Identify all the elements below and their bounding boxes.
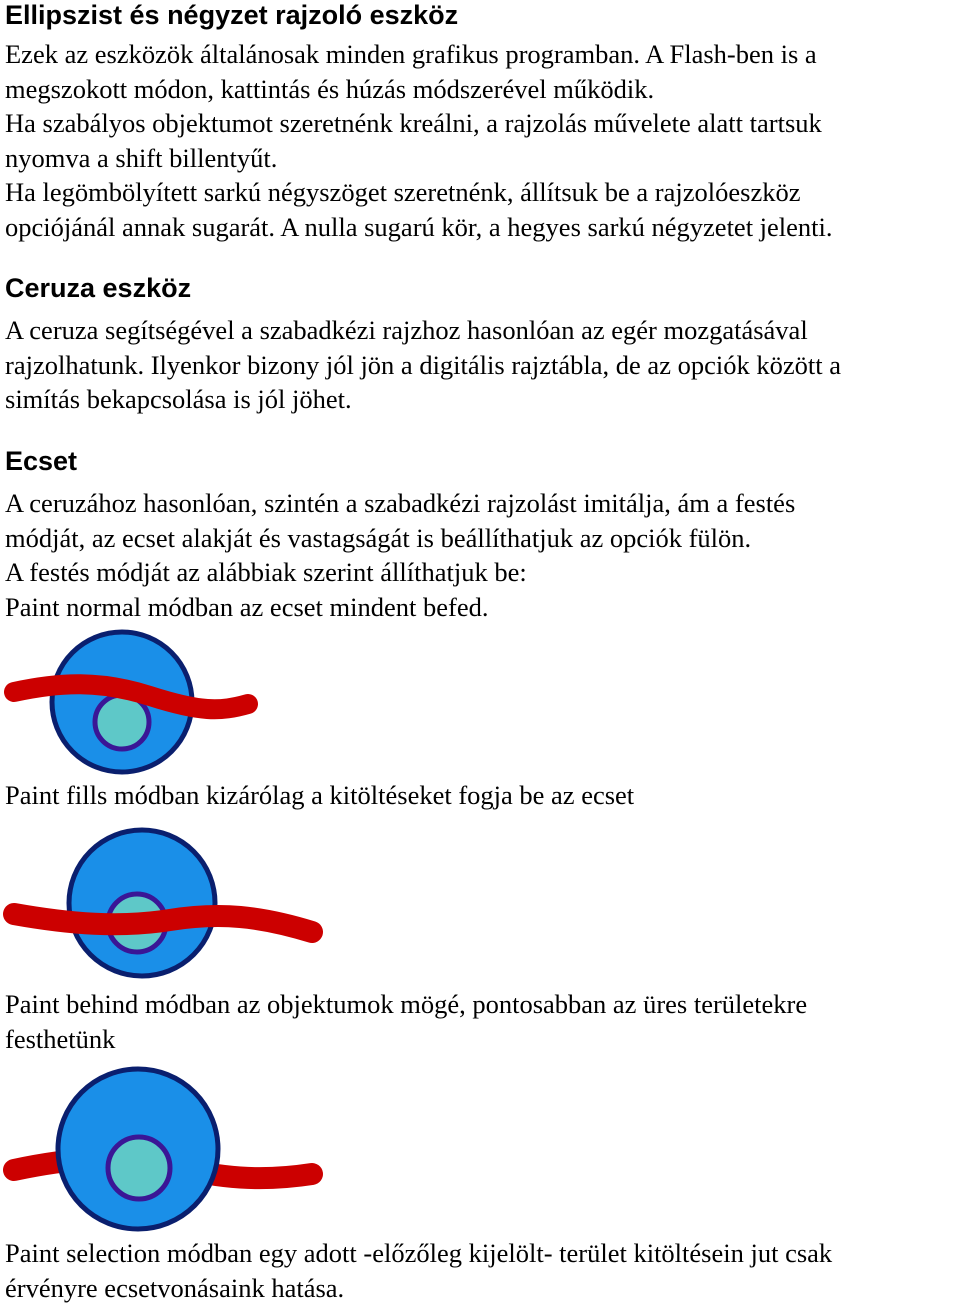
text-line: A ceruzához hasonlóan, szintén a szabadkézi rajzolást imitálja, ám a festés bbox=[5, 486, 960, 521]
figure-paint-behind bbox=[0, 1062, 330, 1234]
text-line: opciójánál annak sugarát. A nulla sugarú kör, a hegyes sarkú négyzetet jelenti. bbox=[5, 210, 960, 245]
text-line: simítás bekapcsolása is jól jöhet. bbox=[5, 382, 960, 417]
heading-brush-tool: Ecset bbox=[5, 446, 77, 476]
heading-ellipse-square-tool: Ellipszist és négyzet rajzoló eszköz bbox=[5, 0, 458, 30]
text-line: Paint fills módban kizárólag a kitöltéseket fogja be az ecset bbox=[5, 778, 960, 813]
text-line: Paint normal módban az ecset mindent befed. bbox=[5, 590, 960, 625]
text-line: megszokott módon, kattintás és húzás módszerével működik. bbox=[5, 72, 960, 107]
caption-paint-behind bbox=[5, 987, 960, 1056]
caption-paint-fills bbox=[5, 778, 960, 813]
text-line: A ceruza segítségével a szabadkézi rajzhoz hasonlóan az egér mozgatásával bbox=[5, 313, 960, 348]
text-line: Paint behind módban az objektumok mögé, pontosabban az üres területekre bbox=[5, 987, 960, 1022]
text-line: festhetünk bbox=[5, 1022, 960, 1057]
paragraph-brush-tool bbox=[5, 486, 960, 624]
figure-paint-fills bbox=[0, 820, 330, 990]
brush-stroke bbox=[14, 914, 312, 932]
text-line: Ezek az eszközök általánosak minden grafikus programban. A Flash-ben is a bbox=[5, 37, 960, 72]
text-line: A festés módját az alábbiak szerint állíthatjuk be: bbox=[5, 555, 960, 590]
text-line: módját, az ecset alakját és vastagságát is beállíthatjuk az opciók fülön. bbox=[5, 521, 960, 556]
caption-paint-selection bbox=[5, 1236, 960, 1305]
text-line: Ha legömbölyített sarkú négyszöget szeretnénk, állítsuk be a rajzolóeszköz bbox=[5, 175, 960, 210]
figure-paint-normal bbox=[0, 620, 330, 780]
paragraph-pencil-tool bbox=[5, 313, 960, 417]
paragraph-ellipse-tool bbox=[5, 37, 960, 244]
heading-pencil-tool: Ceruza eszköz bbox=[5, 273, 191, 303]
text-line: Paint selection módban egy adott -előzőleg kijelölt- terület kitöltésein jut csak bbox=[5, 1236, 960, 1271]
small-circle bbox=[108, 1137, 170, 1199]
text-line: nyomva a shift billentyűt. bbox=[5, 141, 960, 176]
text-line: rajzolhatunk. Ilyenkor bizony jól jön a digitális rajztábla, de az opciók között a bbox=[5, 348, 960, 383]
text-line: érvényre ecsetvonásaink hatása. bbox=[5, 1271, 960, 1305]
text-line: Ha szabályos objektumot szeretnénk kreálni, a rajzolás művelete alatt tartsuk bbox=[5, 106, 960, 141]
